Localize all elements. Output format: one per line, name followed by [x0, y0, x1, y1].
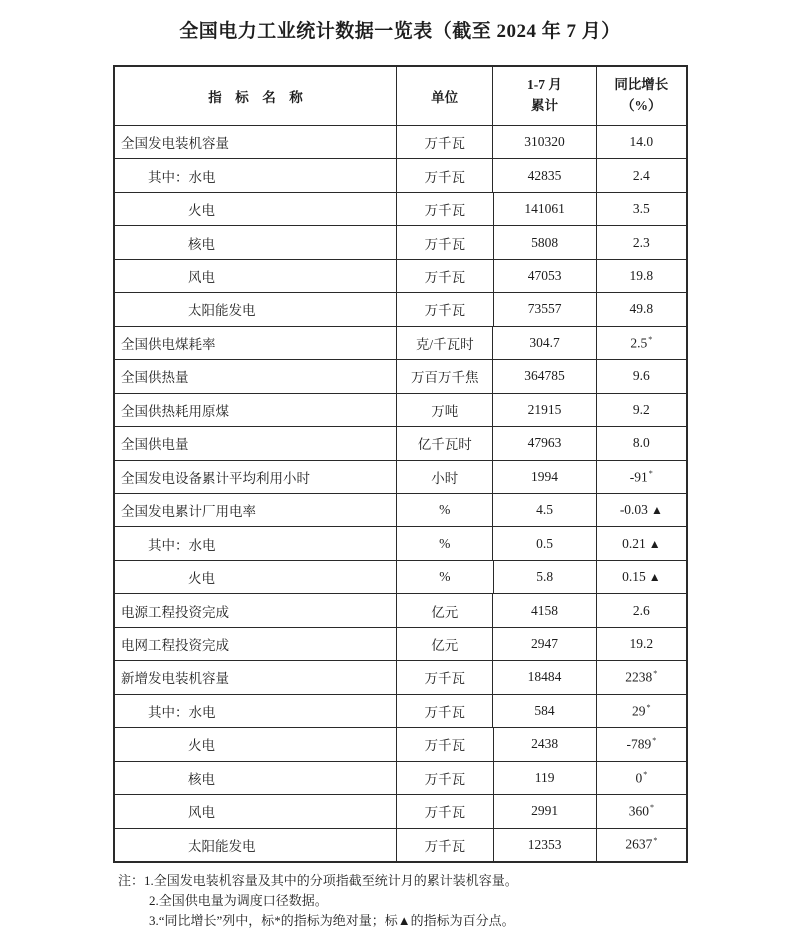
absolute-value-star-mark: * [648, 468, 653, 478]
header-yoy-line1: 同比增长 [614, 77, 669, 93]
value-cell: 47053 [493, 260, 596, 292]
unit-cell: % [396, 561, 492, 593]
table-row [115, 292, 686, 325]
yoy-cell: 0* [596, 762, 686, 794]
table-row [115, 225, 686, 258]
footnote-line [118, 871, 688, 891]
unit-cell: 亿元 [396, 628, 492, 660]
indicator-cell: 核电 [188, 771, 215, 787]
yoy-cell: 2238* [596, 661, 686, 693]
unit-cell: 万千瓦 [396, 159, 492, 191]
value-cell: 21915 [492, 394, 595, 426]
unit-cell: 克/千瓦时 [396, 327, 492, 359]
table-row [115, 828, 686, 861]
header-period-line2: 累计 [530, 98, 558, 113]
indicator-cell: 其中：水电 [148, 537, 216, 553]
indicator-cell: 太阳能发电 [188, 838, 256, 854]
value-cell: 1994 [492, 461, 595, 493]
yoy-cell: 3.5 [596, 193, 686, 225]
unit-cell: 万千瓦 [396, 728, 492, 760]
unit-cell: 万千瓦 [396, 293, 492, 325]
value-cell: 47963 [492, 427, 595, 459]
indicator-cell: 全国供热量 [121, 370, 189, 386]
unit-cell: % [396, 494, 492, 526]
yoy-cell: -0.03 ▲ [596, 494, 686, 526]
yoy-cell: 2.6 [596, 594, 686, 626]
value-cell: 12353 [493, 829, 596, 861]
header-period-line1: 1-7 月 [527, 77, 562, 93]
table-row [115, 359, 686, 392]
unit-cell: 万千瓦 [396, 226, 492, 258]
indicator-cell: 火电 [188, 738, 215, 754]
yoy-cell: 29* [596, 695, 686, 727]
value-cell: 584 [492, 695, 595, 727]
yoy-cell: 14.0 [596, 126, 686, 158]
value-cell: 364785 [492, 360, 595, 392]
footnote-text: 3.“同比增长”列中，标*的指标为绝对量；标▲的指标为百分点。 [149, 913, 515, 928]
header-cell-indicator: 指 标 名 称 [208, 90, 303, 105]
footnote-label: 注： [118, 873, 145, 888]
unit-cell: 万千瓦 [396, 762, 492, 794]
unit-cell: 亿元 [396, 594, 492, 626]
table-row [115, 460, 686, 493]
yoy-cell: 19.2 [596, 628, 686, 660]
unit-cell: 万千瓦 [396, 795, 492, 827]
indicator-cell: 太阳能发电 [188, 303, 256, 319]
footnote-line [118, 911, 688, 931]
footnote-line [118, 891, 688, 911]
footnote-text: 2.全国供电量为调度口径数据。 [149, 893, 328, 908]
percentage-point-triangle-mark: ▲ [648, 536, 661, 551]
indicator-cell: 全国供电煤耗率 [121, 336, 216, 352]
unit-cell: 万吨 [396, 394, 492, 426]
table-row [115, 694, 686, 727]
absolute-value-star-mark: * [653, 669, 658, 679]
unit-cell: 万千瓦 [396, 661, 492, 693]
yoy-cell: 49.8 [596, 293, 686, 325]
yoy-cell: 9.2 [596, 394, 686, 426]
table-row [115, 660, 686, 693]
absolute-value-star-mark: * [653, 836, 658, 846]
header-cell-unit: 单位 [396, 67, 492, 125]
unit-cell: 万千瓦 [396, 695, 492, 727]
table-row [115, 761, 686, 794]
header-cell-yoy [596, 67, 686, 125]
table-row [115, 158, 686, 191]
indicator-cell: 核电 [188, 236, 215, 252]
unit-cell: 万千瓦 [396, 126, 492, 158]
indicator-cell: 电源工程投资完成 [121, 604, 229, 620]
table-row [115, 393, 686, 426]
yoy-cell: -91* [596, 461, 686, 493]
yoy-cell: 9.6 [596, 360, 686, 392]
value-cell: 4.5 [492, 494, 595, 526]
footnote-text: 1.全国发电装机容量及其中的分项指截至统计月的累计装机容量。 [144, 873, 518, 888]
table-row [115, 526, 686, 559]
indicator-cell: 风电 [188, 805, 215, 821]
absolute-value-star-mark: * [649, 803, 654, 813]
value-cell: 42835 [492, 159, 595, 191]
unit-cell: % [396, 527, 492, 559]
indicator-cell: 全国发电设备累计平均利用小时 [121, 470, 310, 486]
table-row [115, 593, 686, 626]
value-cell: 73557 [493, 293, 596, 325]
indicator-cell: 全国发电累计厂用电率 [121, 504, 256, 520]
value-cell: 5808 [493, 226, 596, 258]
indicator-cell: 火电 [188, 571, 215, 587]
yoy-cell: 2.3 [596, 226, 686, 258]
yoy-cell: 2.5* [596, 327, 686, 359]
indicator-cell: 全国供热耗用原煤 [121, 403, 229, 419]
value-cell: 304.7 [492, 327, 595, 359]
value-cell: 141061 [493, 193, 596, 225]
absolute-value-star-mark: * [652, 736, 657, 746]
value-cell: 119 [493, 762, 596, 794]
yoy-cell: 8.0 [596, 427, 686, 459]
value-cell: 4158 [492, 594, 595, 626]
unit-cell: 万千瓦 [396, 260, 492, 292]
yoy-cell: -789* [596, 728, 686, 760]
unit-cell: 万千瓦 [396, 829, 492, 861]
value-cell: 2438 [493, 728, 596, 760]
indicator-cell: 新增发电装机容量 [121, 671, 229, 687]
absolute-value-star-mark: * [648, 334, 653, 344]
absolute-value-star-mark: * [643, 769, 648, 779]
statistics-table [113, 65, 688, 863]
indicator-cell: 全国发电装机容量 [121, 136, 229, 152]
value-cell: 310320 [492, 126, 595, 158]
indicator-cell: 电网工程投资完成 [121, 638, 229, 654]
yoy-cell: 19.8 [596, 260, 686, 292]
header-cell-period [492, 67, 595, 125]
table-row [115, 493, 686, 526]
yoy-cell: 360* [596, 795, 686, 827]
header-yoy-line2: （%） [621, 98, 662, 113]
table-row [115, 125, 686, 158]
unit-cell: 万百万千焦 [396, 360, 492, 392]
yoy-cell: 0.21 ▲ [596, 527, 686, 559]
value-cell: 18484 [492, 661, 595, 693]
value-cell: 2947 [492, 628, 595, 660]
value-cell: 2991 [493, 795, 596, 827]
table-row [115, 326, 686, 359]
yoy-cell: 2.4 [596, 159, 686, 191]
indicator-cell: 火电 [188, 203, 215, 219]
table-row [115, 627, 686, 660]
table-row [115, 560, 686, 593]
indicator-cell: 其中：水电 [148, 704, 216, 720]
indicator-cell: 其中：水电 [148, 169, 216, 185]
indicator-cell: 风电 [188, 270, 215, 286]
table-row [115, 259, 686, 292]
unit-cell: 小时 [396, 461, 492, 493]
value-cell: 5.8 [493, 561, 596, 593]
yoy-cell: 2637* [596, 829, 686, 861]
unit-cell: 亿千瓦时 [396, 427, 492, 459]
table-row [115, 192, 686, 225]
absolute-value-star-mark: * [646, 702, 651, 712]
value-cell: 0.5 [492, 527, 595, 559]
footnotes [118, 871, 688, 931]
yoy-cell: 0.15 ▲ [596, 561, 686, 593]
table-row [115, 727, 686, 760]
percentage-point-triangle-mark: ▲ [650, 503, 663, 518]
page-title: 全国电力工业统计数据一览表（截至 2024 年 7 月） [179, 21, 621, 42]
table-row [115, 794, 686, 827]
table-row [115, 426, 686, 459]
table-header-row [115, 67, 686, 125]
indicator-cell: 全国供电量 [121, 437, 189, 453]
percentage-point-triangle-mark: ▲ [648, 570, 661, 585]
unit-cell: 万千瓦 [396, 193, 492, 225]
